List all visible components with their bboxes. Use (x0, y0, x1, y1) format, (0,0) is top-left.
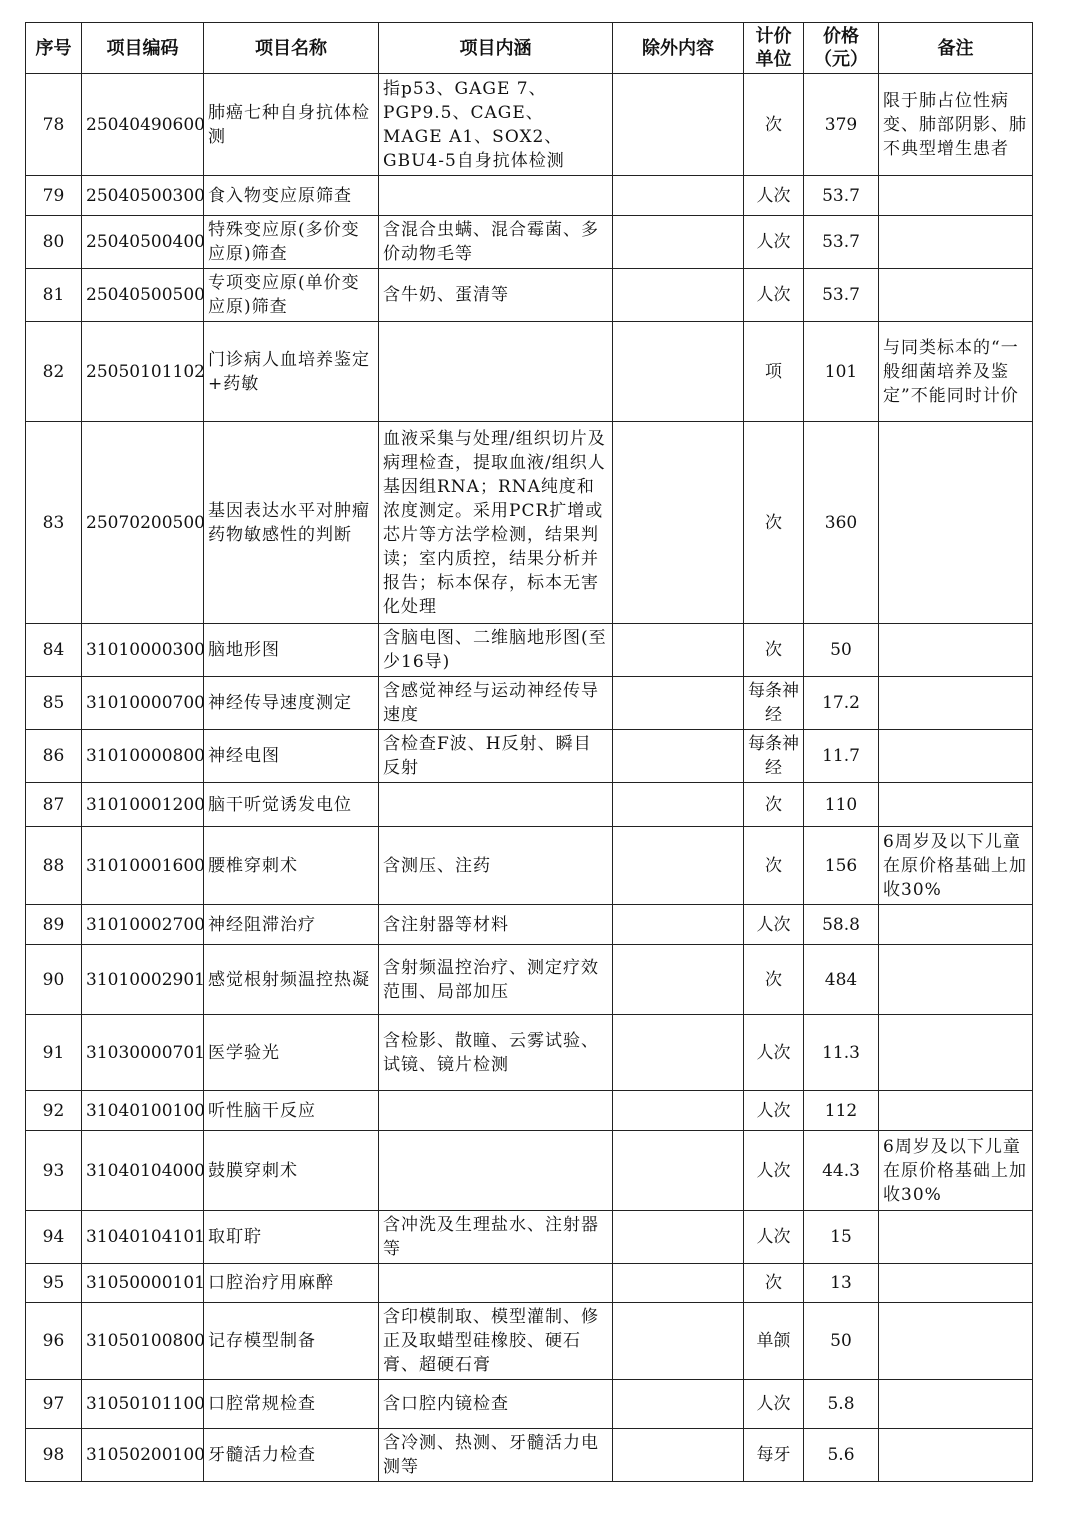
cell-note (879, 1264, 1033, 1303)
cell-code: 31010000800 (82, 730, 204, 783)
cell-content (379, 783, 613, 827)
cell-content: 含测压、注药 (379, 827, 613, 905)
cell-exclude (613, 269, 744, 322)
cell-code: 31010001200 (82, 783, 204, 827)
cell-content: 指p53、GAGE 7、PGP9.5、CAGE、 MAGE A1、SOX2、GBU4-5自身抗体检测 (379, 74, 613, 176)
cell-note (879, 624, 1033, 677)
cell-name: 肺癌七种自身抗体检测 (204, 74, 379, 176)
cell-note: 6周岁及以下儿童在原价格基础上加收30% (879, 827, 1033, 905)
cell-exclude (613, 1211, 744, 1264)
cell-price: 17.2 (804, 677, 879, 730)
cell-unit: 项 (744, 322, 804, 422)
cell-name: 腰椎穿刺术 (204, 827, 379, 905)
cell-content (379, 176, 613, 216)
cell-price: 15 (804, 1211, 879, 1264)
cell-content: 血液采集与处理/组织切片及病理检查，提取血液/组织人基因组RNA；RNA纯度和浓度测定。采用PCR扩增或芯片等方法学检测，结果判读；室内质控，结果分析并报告；标本保存，标本无害化处理 (379, 422, 613, 624)
cell-name: 听性脑干反应 (204, 1091, 379, 1131)
table-row (26, 730, 1033, 783)
table-row (26, 322, 1033, 422)
table-row (26, 1264, 1033, 1303)
cell-unit: 次 (744, 783, 804, 827)
table-row (26, 1211, 1033, 1264)
cell-name: 鼓膜穿刺术 (204, 1131, 379, 1211)
table-row (26, 827, 1033, 905)
cell-unit: 人次 (744, 1380, 804, 1429)
cell-seq: 94 (26, 1211, 82, 1264)
cell-name: 口腔治疗用麻醉 (204, 1264, 379, 1303)
cell-seq: 86 (26, 730, 82, 783)
cell-price: 101 (804, 322, 879, 422)
cell-note (879, 176, 1033, 216)
cell-code: 25040500300 (82, 176, 204, 216)
cell-seq: 87 (26, 783, 82, 827)
cell-price: 58.8 (804, 905, 879, 945)
cell-price: 5.8 (804, 1380, 879, 1429)
cell-seq: 93 (26, 1131, 82, 1211)
cell-exclude (613, 74, 744, 176)
cell-code: 25070200500 (82, 422, 204, 624)
cell-content (379, 322, 613, 422)
cell-seq: 82 (26, 322, 82, 422)
cell-unit: 人次 (744, 269, 804, 322)
cell-content: 含脑电图、二维脑地形图(至少16导) (379, 624, 613, 677)
cell-code: 25040500500 (82, 269, 204, 322)
cell-code: 25040500400 (82, 216, 204, 269)
cell-seq: 85 (26, 677, 82, 730)
cell-content: 含注射器等材料 (379, 905, 613, 945)
cell-price: 360 (804, 422, 879, 624)
cell-code: 31010002700 (82, 905, 204, 945)
cell-exclude (613, 783, 744, 827)
cell-exclude (613, 1303, 744, 1380)
cell-price: 112 (804, 1091, 879, 1131)
cell-seq: 84 (26, 624, 82, 677)
header-unit: 计价单位 (744, 23, 804, 74)
cell-seq: 92 (26, 1091, 82, 1131)
cell-note: 与同类标本的“一般细菌培养及鉴定”不能同时计价 (879, 322, 1033, 422)
table-row (26, 74, 1033, 176)
cell-unit: 次 (744, 74, 804, 176)
cell-price: 53.7 (804, 176, 879, 216)
cell-price: 13 (804, 1264, 879, 1303)
table-row (26, 624, 1033, 677)
cell-unit: 人次 (744, 1211, 804, 1264)
cell-code: 31040100100 (82, 1091, 204, 1131)
table-row (26, 216, 1033, 269)
cell-content: 含射频温控治疗、测定疗效范围、局部加压 (379, 945, 613, 1015)
cell-seq: 81 (26, 269, 82, 322)
cell-content (379, 1264, 613, 1303)
table-row (26, 269, 1033, 322)
cell-code: 31030000701 (82, 1015, 204, 1091)
cell-note (879, 1429, 1033, 1482)
cell-exclude (613, 322, 744, 422)
table-row (26, 176, 1033, 216)
cell-unit: 次 (744, 1264, 804, 1303)
table-row (26, 422, 1033, 624)
cell-price: 484 (804, 945, 879, 1015)
cell-unit: 人次 (744, 216, 804, 269)
cell-unit: 次 (744, 945, 804, 1015)
table-row (26, 677, 1033, 730)
header-code: 项目编码 (82, 23, 204, 74)
cell-price: 11.7 (804, 730, 879, 783)
cell-name: 取耵聍 (204, 1211, 379, 1264)
cell-content: 含感觉神经与运动神经传导速度 (379, 677, 613, 730)
cell-name: 神经阻滞治疗 (204, 905, 379, 945)
cell-code: 31040104101 (82, 1211, 204, 1264)
table-row (26, 1015, 1033, 1091)
cell-exclude (613, 1015, 744, 1091)
cell-price: 110 (804, 783, 879, 827)
cell-note (879, 677, 1033, 730)
cell-exclude (613, 624, 744, 677)
cell-seq: 91 (26, 1015, 82, 1091)
cell-name: 神经传导速度测定 (204, 677, 379, 730)
cell-content: 含口腔内镜检查 (379, 1380, 613, 1429)
cell-content: 含牛奶、蛋清等 (379, 269, 613, 322)
cell-seq: 83 (26, 422, 82, 624)
table-row (26, 1303, 1033, 1380)
cell-note (879, 1091, 1033, 1131)
cell-code: 31010000300 (82, 624, 204, 677)
cell-exclude (613, 176, 744, 216)
cell-name: 感觉根射频温控热凝 (204, 945, 379, 1015)
cell-content: 含检影、散瞳、云雾试验、试镜、镜片检测 (379, 1015, 613, 1091)
cell-seq: 88 (26, 827, 82, 905)
cell-seq: 97 (26, 1380, 82, 1429)
cell-code: 31050101100 (82, 1380, 204, 1429)
cell-seq: 78 (26, 74, 82, 176)
cell-note (879, 216, 1033, 269)
cell-code: 31040104000 (82, 1131, 204, 1211)
cell-code: 31050000101 (82, 1264, 204, 1303)
table-row (26, 1091, 1033, 1131)
cell-name: 专项变应原(单价变应原)筛查 (204, 269, 379, 322)
cell-code: 25050101102 (82, 322, 204, 422)
cell-unit: 人次 (744, 176, 804, 216)
cell-note (879, 730, 1033, 783)
cell-exclude (613, 905, 744, 945)
cell-content (379, 1091, 613, 1131)
cell-price: 11.3 (804, 1015, 879, 1091)
cell-exclude (613, 1429, 744, 1482)
cell-note: 限于肺占位性病变、肺部阴影、肺不典型增生患者 (879, 74, 1033, 176)
cell-price: 53.7 (804, 216, 879, 269)
cell-unit: 单颌 (744, 1303, 804, 1380)
cell-seq: 96 (26, 1303, 82, 1380)
cell-unit: 每条神经 (744, 677, 804, 730)
cell-code: 31050100800 (82, 1303, 204, 1380)
cell-unit: 人次 (744, 1091, 804, 1131)
table-row (26, 1131, 1033, 1211)
cell-exclude (613, 730, 744, 783)
cell-unit: 次 (744, 624, 804, 677)
cell-note (879, 422, 1033, 624)
cell-code: 31050200100 (82, 1429, 204, 1482)
header-seq: 序号 (26, 23, 82, 74)
cell-code: 25040490600 (82, 74, 204, 176)
header-content: 项目内涵 (379, 23, 613, 74)
cell-price: 53.7 (804, 269, 879, 322)
cell-content: 含冷测、热测、牙髓活力电测等 (379, 1429, 613, 1482)
cell-unit: 人次 (744, 1131, 804, 1211)
cell-price: 379 (804, 74, 879, 176)
header-exclude: 除外内容 (613, 23, 744, 74)
cell-price: 50 (804, 624, 879, 677)
cell-note (879, 269, 1033, 322)
cell-note (879, 905, 1033, 945)
cell-exclude (613, 1131, 744, 1211)
cell-name: 口腔常规检查 (204, 1380, 379, 1429)
cell-code: 31010000700 (82, 677, 204, 730)
cell-exclude (613, 827, 744, 905)
cell-seq: 98 (26, 1429, 82, 1482)
cell-price: 5.6 (804, 1429, 879, 1482)
cell-seq: 79 (26, 176, 82, 216)
cell-name: 神经电图 (204, 730, 379, 783)
cell-seq: 89 (26, 905, 82, 945)
table-body (26, 74, 1033, 1482)
header-row (26, 23, 1033, 74)
cell-exclude (613, 216, 744, 269)
cell-note (879, 1211, 1033, 1264)
cell-code: 31010001600 (82, 827, 204, 905)
table-row (26, 783, 1033, 827)
header-price: 价格（元） (804, 23, 879, 74)
cell-note (879, 945, 1033, 1015)
cell-content: 含印模制取、模型灌制、修正及取蜡型硅橡胶、硬石膏、超硬石膏 (379, 1303, 613, 1380)
cell-exclude (613, 1091, 744, 1131)
cell-unit: 次 (744, 827, 804, 905)
cell-name: 记存模型制备 (204, 1303, 379, 1380)
cell-code: 31010002901 (82, 945, 204, 1015)
header-name: 项目名称 (204, 23, 379, 74)
cell-unit: 人次 (744, 1015, 804, 1091)
cell-note: 6周岁及以下儿童在原价格基础上加收30% (879, 1131, 1033, 1211)
table-row (26, 945, 1033, 1015)
cell-note (879, 1015, 1033, 1091)
cell-name: 特殊变应原(多价变应原)筛查 (204, 216, 379, 269)
header-note: 备注 (879, 23, 1033, 74)
cell-price: 50 (804, 1303, 879, 1380)
cell-content: 含混合虫螨、混合霉菌、多价动物毛等 (379, 216, 613, 269)
cell-name: 牙髓活力检查 (204, 1429, 379, 1482)
cell-seq: 95 (26, 1264, 82, 1303)
table-row (26, 1380, 1033, 1429)
cell-price: 156 (804, 827, 879, 905)
cell-name: 脑干听觉诱发电位 (204, 783, 379, 827)
cell-name: 脑地形图 (204, 624, 379, 677)
cell-seq: 80 (26, 216, 82, 269)
cell-note (879, 783, 1033, 827)
cell-exclude (613, 677, 744, 730)
cell-content: 含检查F波、H反射、瞬目反射 (379, 730, 613, 783)
table-row (26, 1429, 1033, 1482)
cell-unit: 每牙 (744, 1429, 804, 1482)
cell-name: 门诊病人血培养鉴定+药敏 (204, 322, 379, 422)
cell-name: 基因表达水平对肿瘤药物敏感性的判断 (204, 422, 379, 624)
cell-unit: 每条神经 (744, 730, 804, 783)
cell-price: 44.3 (804, 1131, 879, 1211)
cell-content: 含冲洗及生理盐水、注射器等 (379, 1211, 613, 1264)
cell-note (879, 1380, 1033, 1429)
cell-note (879, 1303, 1033, 1380)
fee-table (25, 22, 1033, 1482)
cell-exclude (613, 1380, 744, 1429)
cell-unit: 次 (744, 422, 804, 624)
cell-name: 食入物变应原筛查 (204, 176, 379, 216)
cell-exclude (613, 945, 744, 1015)
cell-seq: 90 (26, 945, 82, 1015)
cell-content (379, 1131, 613, 1211)
table-row (26, 905, 1033, 945)
cell-exclude (613, 1264, 744, 1303)
cell-name: 医学验光 (204, 1015, 379, 1091)
cell-unit: 人次 (744, 905, 804, 945)
cell-exclude (613, 422, 744, 624)
